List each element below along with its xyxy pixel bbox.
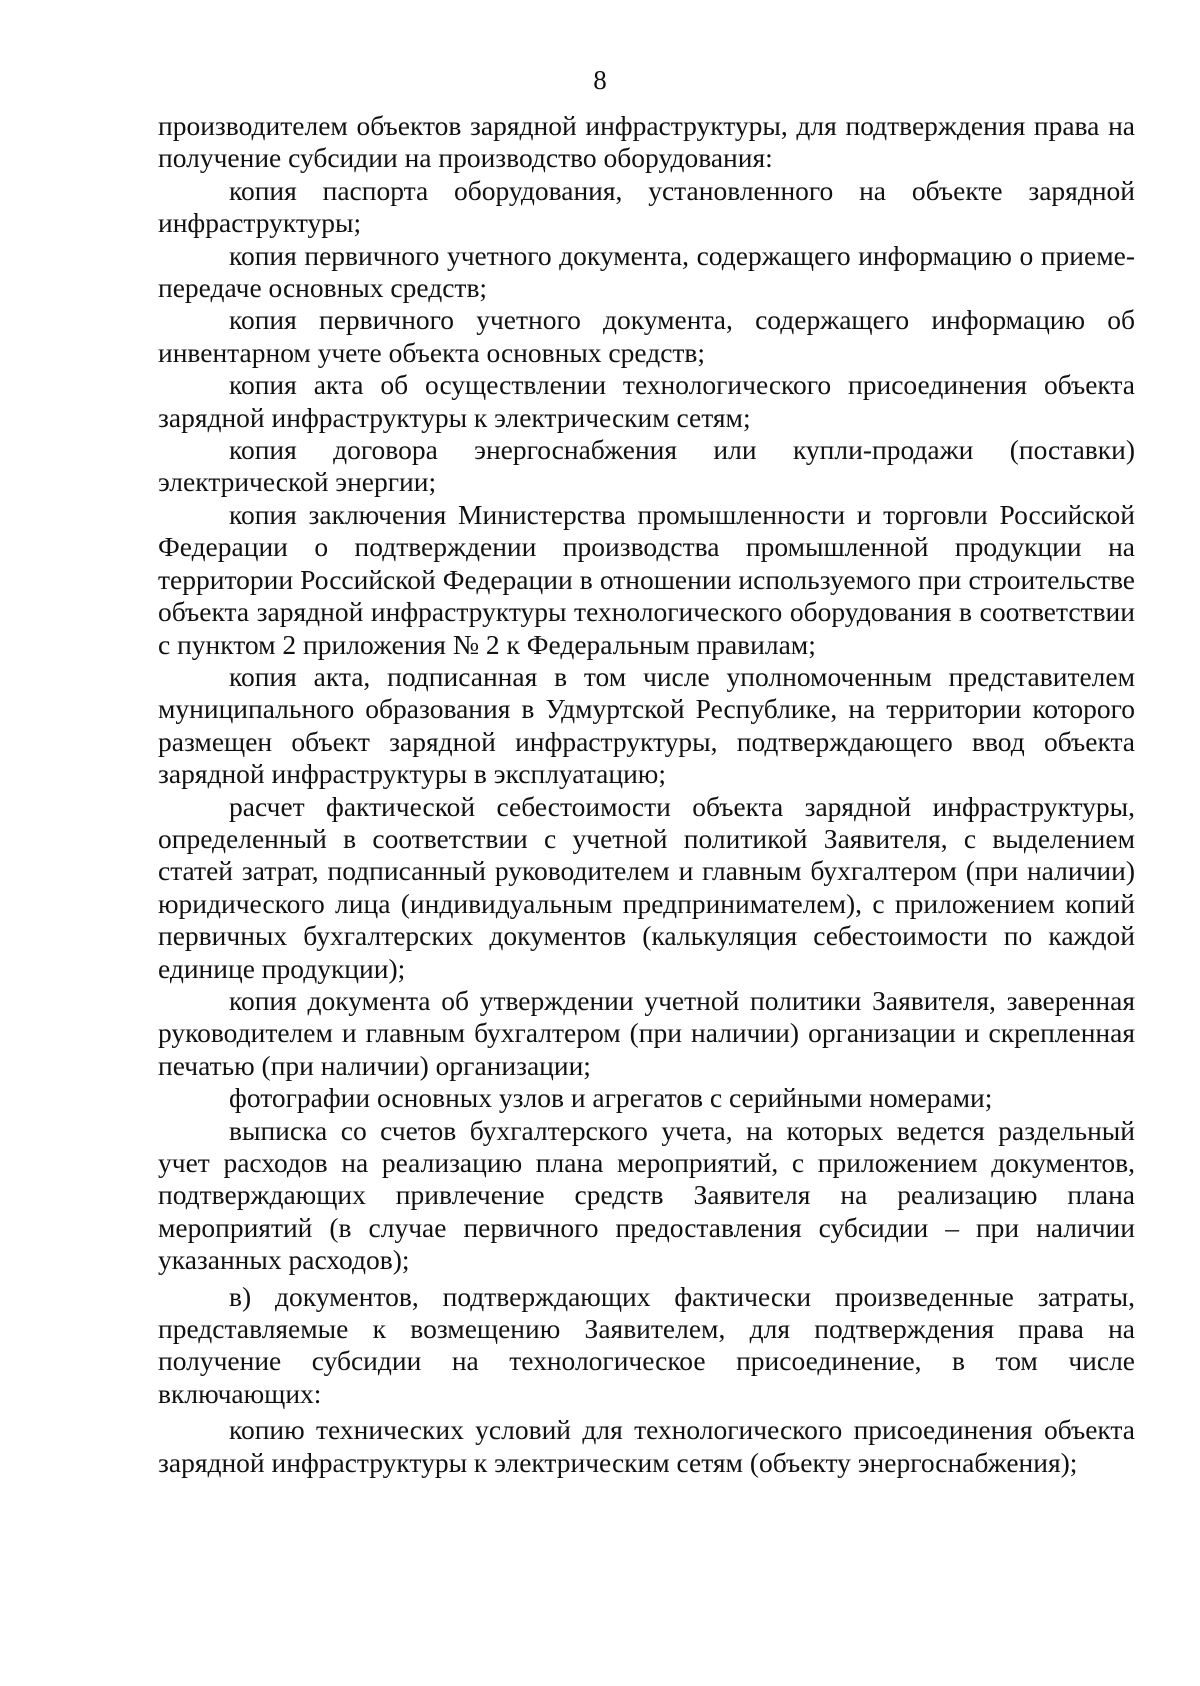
list-item-asset-transfer-document: копия первичного учетного документа, содержащего информацию о приеме-передаче основных средств;: [158, 239, 1135, 304]
paragraph-continuation: производителем объектов зарядной инфраструктуры, для подтверждения права на получение субсидии на производство оборудования:: [158, 110, 1135, 174]
list-item-ministry-conclusion: копия заключения Министерства промышленности и торговли Российской Федерации о подтверждении производства промышленной продукции на территории Российской Федерации в отношении используемого при строительстве объекта зарядной инфраструктуры технологического оборудования в соответствии с пунктом 2 приложения № 2 к Федеральным правилам;: [158, 498, 1135, 660]
list-item-inventory-document: копия первичного учетного документа, содержащего информацию об инвентарном учете объекта основных средств;: [158, 304, 1135, 368]
section-v-documents: в) документов, подтверждающих фактически произведенные затраты, представляемые к возмещению Заявителем, для подтверждения права на получение субсидии на технологическое присоединение, в том числе включающих:: [158, 1280, 1135, 1409]
list-item-technical-conditions: копию технических условий для технологического присоединения объекта зарядной инфраструктуры к электрическим сетям (объекту энергоснабжения);: [158, 1414, 1135, 1478]
list-item-equipment-passport: копия паспорта оборудования, установленного на объекте зарядной инфраструктуры;: [158, 174, 1135, 239]
list-item-cost-calculation: расчет фактической себестоимости объекта зарядной инфраструктуры, определенный в соответствии с учетной политикой Заявителя, с выделением статей затрат, подписанный руководителем и главным бухгалтером (при наличии) юридического лица (индивидуальным предпринимателем), с приложением копий первичных бухгалтерских документов (калькуляция себестоимости по каждой единице продукции);: [158, 790, 1135, 984]
document-body: [158, 110, 1135, 1479]
list-item-accounting-policy: копия документа об утверждении учетной политики Заявителя, заверенная руководителем и главным бухгалтером (при наличии) организации и скрепленная печатью (при наличии) организации;: [158, 984, 1135, 1081]
list-item-grid-connection-act: копия акта об осуществлении технологического присоединения объекта зарядной инфраструктуры к электрическим сетям;: [158, 369, 1135, 433]
list-item-energy-contract: копия договора энергоснабжения или купли-продажи (поставки) электрической энергии;: [158, 434, 1135, 498]
list-item-accounting-extract: выписка со счетов бухгалтерского учета, на которых ведется раздельный учет расходов на реализацию плана мероприятий, с приложением документов, подтверждающих привлечение средств Заявителя на реализацию плана мероприятий (в случае первичного предоставления субсидии – при наличии указанных расходов);: [158, 1114, 1135, 1276]
list-item-commissioning-act: копия акта, подписанная в том числе уполномоченным представителем муниципального образования в Удмуртской Республике, на территории которого размещен объект зарядной инфраструктуры, подтверждающего ввод объекта зарядной инфраструктуры в эксплуатацию;: [158, 660, 1135, 790]
page-number: 8: [593, 65, 607, 95]
list-item-photos: фотографии основных узлов и агрегатов с серийными номерами;: [229, 1082, 993, 1114]
